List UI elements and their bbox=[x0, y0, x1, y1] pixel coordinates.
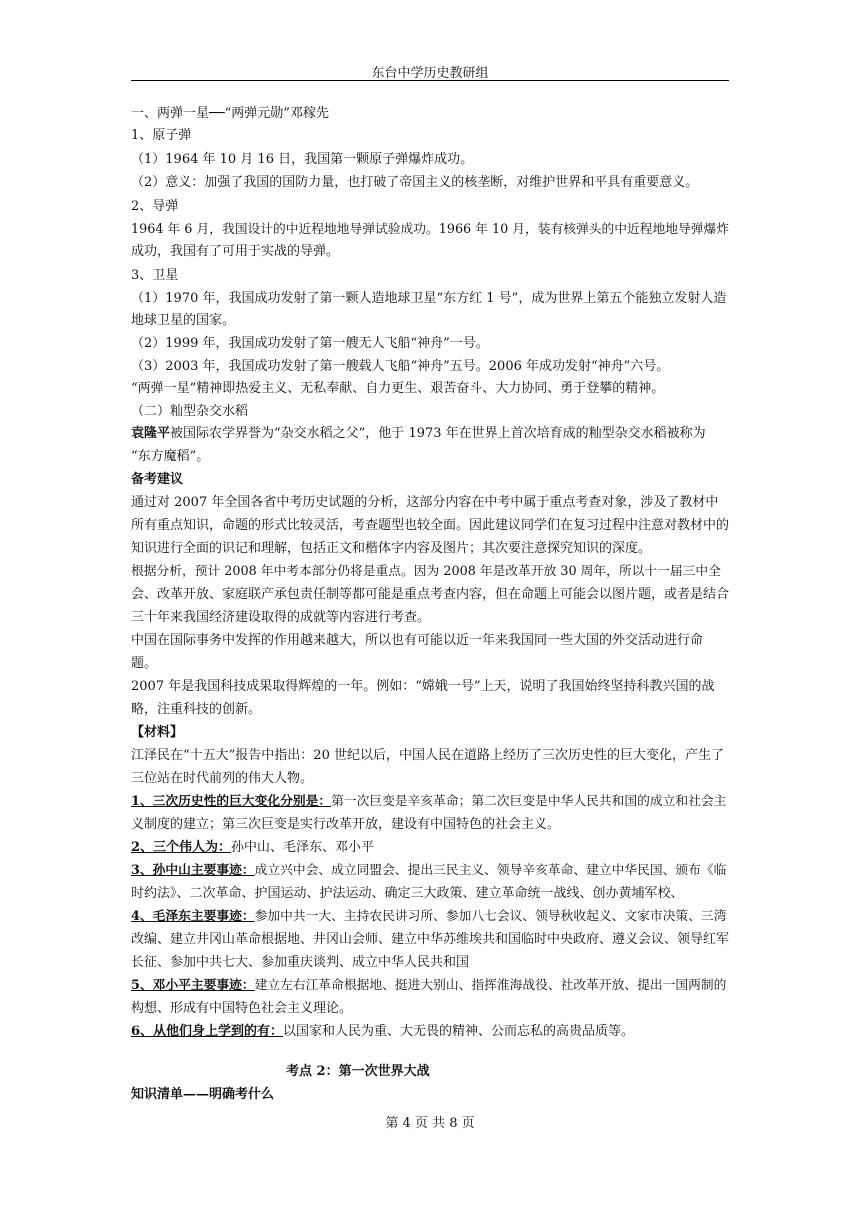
section-heading: 一、两弹一星──“两弹元勋”邓稼先 bbox=[131, 106, 329, 121]
paragraph-line: 改编、建立井冈山革命根据地、井冈山会师、建立中华苏维埃共和国临时中央政府、遵义会议、领导红军 bbox=[131, 932, 730, 947]
paragraph-line: 知识进行全面的识记和理解，包括正文和楷体字内容及图片；其次要注意探究知识的深度。 bbox=[131, 541, 652, 556]
text-line: （2）1999 年，我国成功发射了第一艘无人飞船“神舟”一号。 bbox=[131, 336, 489, 351]
text-line: （3）2003 年，我国成功发射了第一艘载人飞船“神舟”五号。2006 年成功发射“神舟”六号。 bbox=[131, 359, 670, 374]
text-span: 建立左右江革命根据地、挺进大别山、指挥淮海战役、社改革开放、提出一国两制的 bbox=[254, 978, 727, 993]
text-span: 成立兴中会、成立同盟会、提出三民主义、领导辛亥革命、建立中华民国、颁布《临 bbox=[254, 863, 727, 878]
text-line: 1964 年 6 月，我国设计的中近程地地导弹试验成功。1966 年 10 月，装有核弹头的中近程地地导弹爆炸 bbox=[131, 222, 730, 237]
text-line: 成功，我国有了可用于实战的导弹。 bbox=[131, 244, 340, 259]
section-heading: 【材料】 bbox=[131, 725, 184, 740]
header-divider bbox=[131, 80, 729, 81]
section-title: 考点 2：第一次世界大战 bbox=[286, 1064, 430, 1079]
paragraph-line: 会、改革开放、家庭联产承包责任制等都可能是重点考查内容，但在命题上可能会以图片题，或者是结合 bbox=[131, 587, 730, 602]
text-span: 以国家和人民为重、大无畏的精神、公而忘私的高贵品质等。 bbox=[283, 1024, 635, 1039]
paragraph-line: 三十年来我国经济建设取得的成就等内容进行考查。 bbox=[131, 610, 431, 625]
paragraph-line: 义制度的建立；第三次巨变是实行改革开放，建设有中国特色的社会主义。 bbox=[131, 817, 561, 832]
paragraph-line: 构想、形成有中国特色社会主义理论。 bbox=[131, 1001, 353, 1016]
paragraph-line bbox=[131, 909, 726, 925]
text-span: 参加中共一大、主持农民讲习所、参加八七会议、领导秋收起义、文家市决策、三湾 bbox=[254, 909, 727, 924]
subheading: 1、原子弹 bbox=[131, 128, 192, 143]
paragraph-line: 长征、参加中共七大、参加重庆谈判、成立中华人民共和国 bbox=[131, 955, 470, 970]
subheading: （二）籼型杂交水稻 bbox=[131, 404, 249, 419]
paragraph-line bbox=[131, 863, 726, 879]
page-number: 第 4 页 共 8 页 bbox=[385, 1116, 475, 1131]
text-line: （2）意义：加强了我国的国防力量，也打破了帝国主义的核垄断，对维护世界和平具有重要意义。 bbox=[131, 175, 699, 190]
section-heading: 备考建议 bbox=[131, 472, 184, 487]
paragraph-line bbox=[131, 840, 374, 856]
paragraph-line: 2007 年是我国科技成果取得辉煌的一年。例如：“嫦娥一号”上天，说明了我国始终坚持科教兴国的战 bbox=[131, 679, 715, 694]
paragraph-line: 中国在国际事务中发挥的作用越来越大，所以也有可能以近一年来我国同一些大国的外交活动进行命 bbox=[131, 633, 704, 648]
section-heading: 知识清单——明确考什么 bbox=[131, 1087, 275, 1102]
subheading: 3、卫星 bbox=[131, 268, 179, 283]
text-line bbox=[131, 426, 706, 442]
paragraph-line: 略，注重科技的创新。 bbox=[131, 702, 262, 717]
name-highlight: 袁隆平 bbox=[131, 426, 171, 441]
text-line: （1）1970 年，我国成功发射了第一颗人造地球卫星“东方红 1 号”，成为世界上第五个能独立发射人造 bbox=[131, 291, 727, 306]
paragraph-line: 题。 bbox=[131, 656, 158, 671]
header-title: 东台中学历史教研组 bbox=[371, 66, 489, 81]
text-line: “两弹一星”精神即热爱主义、无私奉献、自力更生、艰苦奋斗、大力协同、勇于登攀的精神。 bbox=[131, 381, 665, 396]
paragraph-line: 江泽民在“十五大”报告中指出：20 世纪以后，中国人民在道路上经历了三次历史性的巨大变化，产生了 bbox=[131, 748, 724, 763]
text-span: 孙中山、毛泽东、邓小平 bbox=[231, 840, 375, 855]
paragraph-line: 通过对 2007 年全国各省中考历史试题的分析，这部分内容在中考中属于重点考查对象，涉及了教材中 bbox=[131, 495, 719, 510]
text-line: “东方魔稻”。 bbox=[131, 449, 210, 464]
text-span: 被国际农学界誉为“杂交水稻之父”，他于 1973 年在世界上首次培育成的籼型杂交水稻被称为 bbox=[170, 426, 706, 441]
text-span: 第一次巨变是辛亥革命；第二次巨变是中华人民共和国的成立和社会主 bbox=[331, 794, 727, 809]
key-point-label: 2、三个伟人为： bbox=[131, 840, 232, 855]
paragraph-line: 时约法》、二次革命、护国运动、护法运动、确定三大政策、建立革命统一战线、创办黄埔军校、 bbox=[131, 886, 684, 901]
paragraph-line: 所有重点知识，命题的形式比较灵活，考查题型也较全面。因此建议同学们在复习过程中注意对教材中的 bbox=[131, 518, 730, 533]
key-point-label: 1、三次历史性的巨大变化分别是： bbox=[131, 794, 332, 809]
key-point-label: 5、邓小平主要事迹： bbox=[131, 978, 255, 993]
text-line: （1）1964 年 10 月 16 日，我国第一颗原子弹爆炸成功。 bbox=[131, 152, 474, 167]
subheading: 2、导弹 bbox=[131, 199, 179, 214]
key-point-label: 3、孙中山主要事迹： bbox=[131, 863, 255, 878]
paragraph-line bbox=[131, 794, 726, 810]
key-point-label: 4、毛泽东主要事迹： bbox=[131, 909, 255, 924]
text-line: 地球卫星的国家。 bbox=[131, 313, 236, 328]
paragraph-line: 三位站在时代前列的伟大人物。 bbox=[131, 771, 314, 786]
paragraph-line bbox=[131, 978, 726, 994]
paragraph-line bbox=[131, 1024, 634, 1040]
key-point-label: 6、从他们身上学到的有： bbox=[131, 1024, 284, 1039]
paragraph-line: 根据分析，预计 2008 年中考本部分仍将是重点。因为 2008 年是改革开放 30 周年，所以十一届三中全 bbox=[131, 564, 721, 579]
